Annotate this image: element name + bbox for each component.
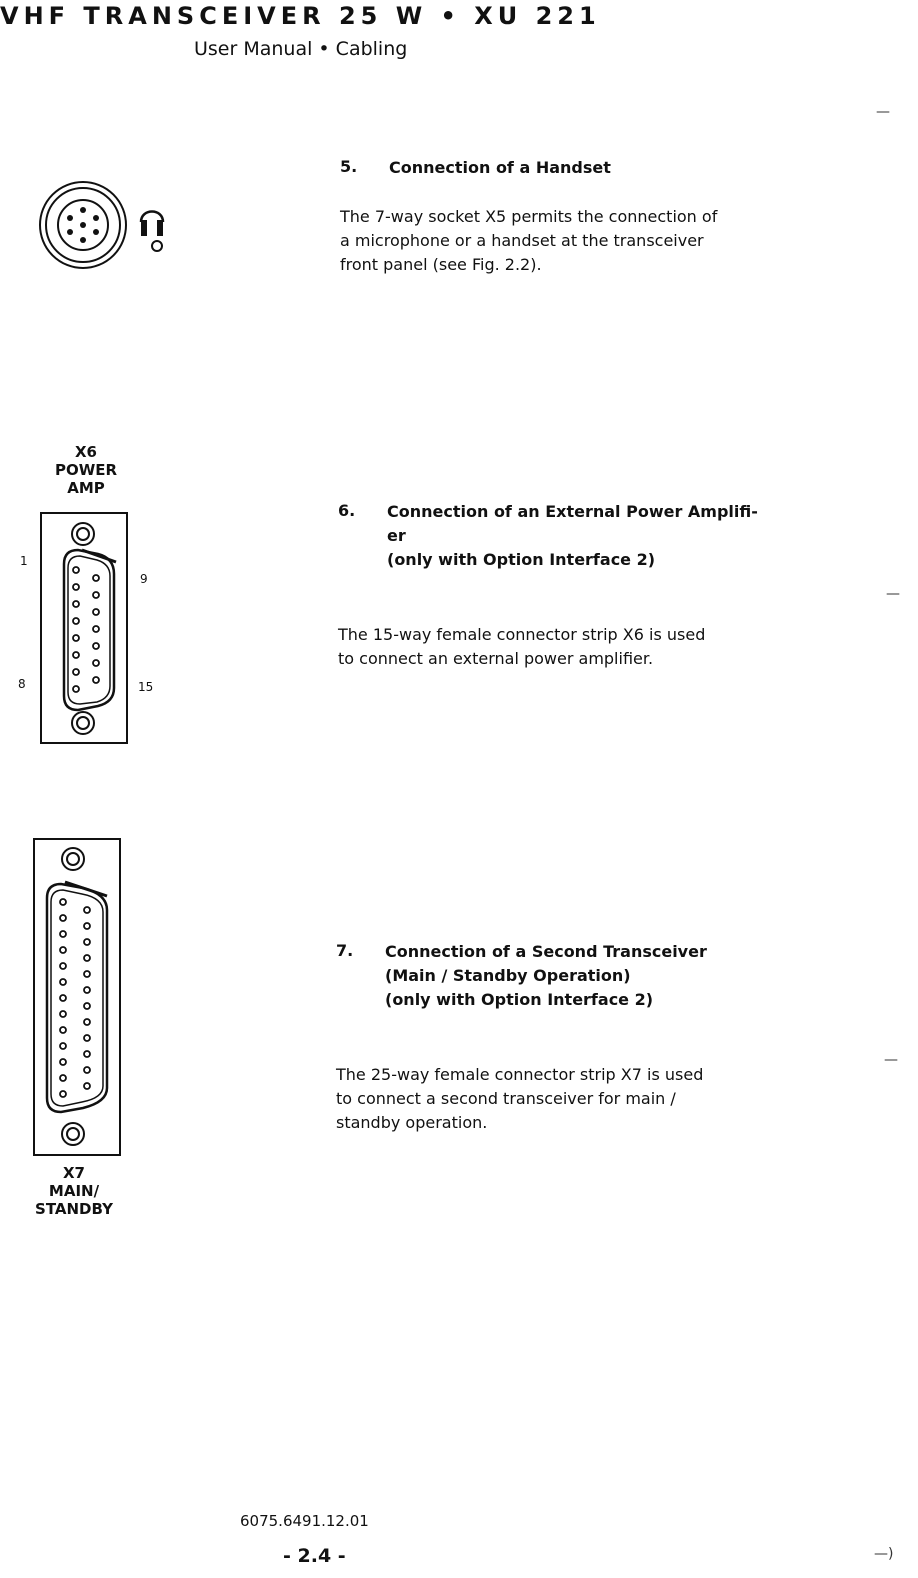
x6-pin-8-label: 8 bbox=[18, 677, 26, 691]
scan-mark: — bbox=[886, 586, 900, 602]
section-5-body-line: front panel (see Fig. 2.2). bbox=[340, 255, 542, 274]
section-6-title-line: Connection of an External Power Amplifi- bbox=[387, 502, 758, 521]
section-7-title-line: (only with Option Interface 2) bbox=[385, 990, 654, 1009]
handset-icon bbox=[136, 200, 170, 254]
section-5-title-line: Connection of a Handset bbox=[389, 158, 611, 177]
scan-mark: — bbox=[884, 1052, 898, 1068]
section-7-title-line: Connection of a Second Transceiver bbox=[385, 942, 707, 961]
section-5-body bbox=[340, 205, 792, 277]
x6-label-line: POWER bbox=[54, 461, 118, 479]
section-7-body-line: to connect a second transceiver for main / bbox=[336, 1089, 676, 1108]
section-5-body-line: The 7-way socket X5 permits the connection of bbox=[340, 207, 718, 226]
x7-connector-diagram bbox=[33, 838, 121, 1156]
section-5-title bbox=[389, 156, 611, 180]
x6-pin-1-label: 1 bbox=[20, 554, 28, 568]
x6-label-line: X6 bbox=[74, 443, 97, 461]
x5-socket-icon bbox=[38, 180, 128, 270]
scan-mark: —) bbox=[874, 1546, 894, 1562]
section-6-title-line: (only with Option Interface 2) bbox=[387, 550, 656, 569]
section-7-title bbox=[385, 940, 707, 1012]
x6-label-line: AMP bbox=[67, 479, 105, 497]
x7-label bbox=[22, 1164, 126, 1218]
document-subtitle: User Manual • Cabling bbox=[194, 38, 408, 60]
section-6-body-line: The 15-way female connector strip X6 is used bbox=[338, 625, 706, 644]
section-6-body-line: to connect an external power amplifier. bbox=[338, 649, 654, 668]
section-6-title bbox=[387, 500, 758, 572]
x6-label bbox=[40, 443, 132, 497]
x7-label-line: STANDBY bbox=[35, 1200, 113, 1218]
section-7-title-line: (Main / Standby Operation) bbox=[385, 966, 631, 985]
x6-pin-9-label: 9 bbox=[140, 572, 148, 586]
section-6-body bbox=[338, 623, 790, 671]
document-title: VHF TRANSCEIVER 25 W • XU 221 bbox=[0, 2, 601, 30]
scan-mark: — bbox=[876, 104, 890, 120]
section-5-number: 5. bbox=[340, 157, 358, 176]
section-7-body-line: The 25-way female connector strip X7 is used bbox=[336, 1065, 704, 1084]
x6-connector-diagram bbox=[40, 512, 128, 744]
section-7-number: 7. bbox=[336, 941, 354, 960]
section-7-body-line: standby operation. bbox=[336, 1113, 488, 1132]
x6-pin-15-label: 15 bbox=[138, 680, 154, 694]
section-6-number: 6. bbox=[338, 501, 356, 520]
section-6-title-line: er bbox=[387, 526, 406, 545]
x7-label-line: MAIN/ bbox=[48, 1182, 100, 1200]
section-5-body-line: a microphone or a handset at the transceiver bbox=[340, 231, 704, 250]
document-number: 6075.6491.12.01 bbox=[240, 1512, 369, 1530]
section-7-body bbox=[336, 1063, 788, 1135]
x7-label-line: X7 bbox=[62, 1164, 85, 1182]
page-number: - 2.4 - bbox=[283, 1545, 346, 1567]
